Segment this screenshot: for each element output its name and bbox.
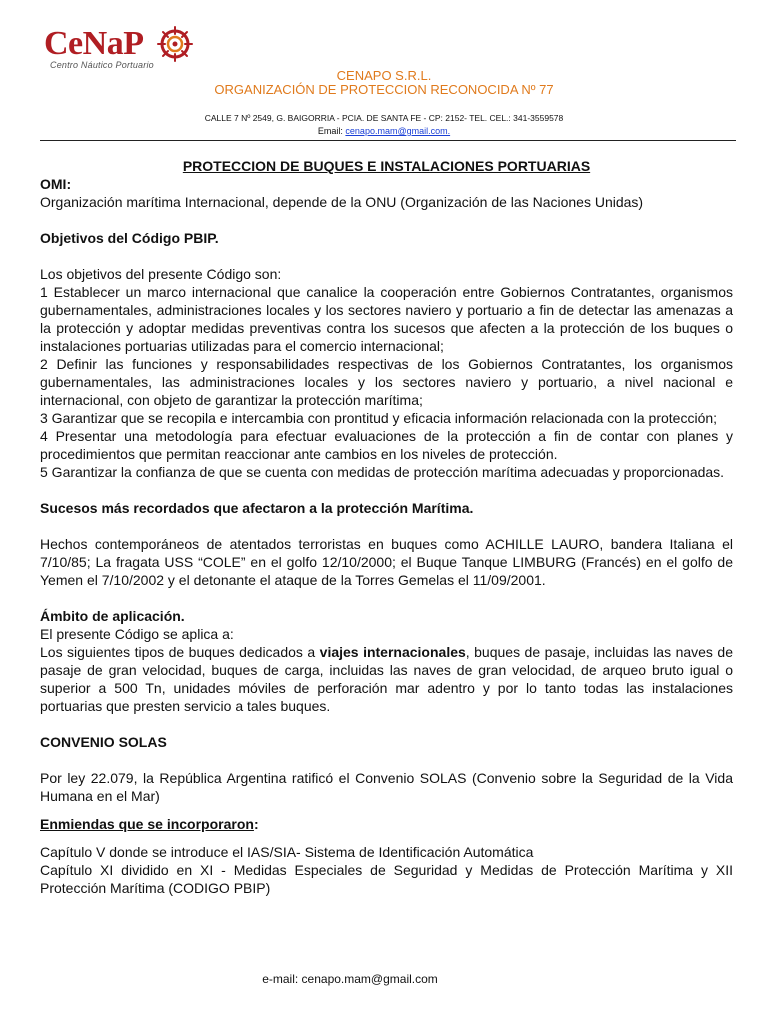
ship-wheel-icon xyxy=(157,26,193,62)
omi-text: Organización marítima Internacional, depende de la ONU (Organización de las Naciones Unidas) xyxy=(40,194,644,210)
ambito-emphasis: viajes internacionales xyxy=(319,644,466,660)
footer-email: e-mail: cenapo.mam@gmail.com xyxy=(262,972,438,986)
enmienda-item: Capítulo XI dividido en XI - Medidas Especiales de Seguridad y Medidas de Protección Marítima y XII Protección Marítima (CODIGO PBIP) xyxy=(40,862,733,896)
ambito-text: Los siguientes tipos de buques dedicados a viajes internacionales, buques de pasaje, incluidas las naves de pasaje de gran velocidad, buques de carga, incluidas las naves de gran velocidad, de arqueo bruto igual o superior a 500 Tn, unidades móviles de perforación mar adentro y por lo tanto todas las instalaciones portuarias que presten servicio a tales buques. xyxy=(40,644,733,714)
objetivos-heading: Objetivos del Código PBIP. xyxy=(40,230,219,246)
email-label: Email: xyxy=(317,126,343,136)
sucesos-heading: Sucesos más recordados que afectaron a la protección Marítima. xyxy=(40,500,474,516)
objetivo-item: 3 Garantizar que se recopila e intercambia con prontitud y eficacia información relacionada con la protección; xyxy=(40,410,718,426)
objetivo-item: 1 Establecer un marco internacional que canalice la cooperación entre Gobiernos Contratantes, organismos gubernamentales, administraciones locales y los sectores naviero y portuario a fin de detectar las amenazas a la protección y adoptar medidas preventivas contra los sucesos que afecten a la protección de los buques o instalaciones portuarias utilizadas para el comercio internacional; xyxy=(40,284,733,354)
solas-heading: CONVENIO SOLAS xyxy=(40,734,167,750)
document-title: PROTECCION DE BUQUES E INSTALACIONES PORTUARIAS xyxy=(182,158,591,174)
document-body xyxy=(40,157,733,897)
company-address: CALLE 7 Nº 2549, G. BAIGORRIA - PCIA. DE SANTA FE - CP: 2152- TEL. CEL.: 341-3559578 xyxy=(204,113,564,123)
logo-subtitle: Centro Náutico Portuario xyxy=(50,60,154,70)
enmienda-item: Capítulo V donde se introduce el IAS/SIA- Sistema de Identificación Automática xyxy=(40,844,534,860)
ambito-intro: El presente Código se aplica a: xyxy=(40,626,234,642)
objetivos-intro: Los objetivos del presente Código son: xyxy=(40,266,282,282)
omi-heading: OMI: xyxy=(40,176,72,192)
company-logo xyxy=(44,22,204,74)
email-link[interactable]: cenapo.mam@gmail.com. xyxy=(345,126,451,136)
objetivo-item: 4 Presentar una metodología para efectuar evaluaciones de la protección a fin de contar con planes y procedimientos que permitan reaccionar ante cambios en los niveles de protección. xyxy=(40,428,733,462)
logo-wordmark: CeNaP xyxy=(44,25,144,62)
header-email-line xyxy=(0,126,768,136)
company-name: CENAPO S.R.L. xyxy=(336,68,432,83)
enmiendas-heading: Enmiendas que se incorporaron: xyxy=(40,816,259,832)
objetivo-item: 5 Garantizar la confianza de que se cuenta con medidas de protección marítima adecuadas y proporcionadas. xyxy=(40,464,725,480)
solas-text: Por ley 22.079, la República Argentina ratificó el Convenio SOLAS (Convenio sobre la Seguridad de la Vida Humana en el Mar) xyxy=(40,770,733,804)
objetivo-item: 2 Definir las funciones y responsabilidades respectivas de los Gobiernos Contratantes, los organismos gubernamentales, las administraciones locales y los sectores naviero y portuario, a nivel nacional e internacional, con objeto de garantizar la protección marítima; xyxy=(40,356,733,408)
ambito-heading: Ámbito de aplicación. xyxy=(40,608,185,624)
organization-name: ORGANIZACIÓN DE PROTECCION RECONOCIDA Nº 77 xyxy=(214,82,554,97)
sucesos-text: Hechos contemporáneos de atentados terroristas en buques como ACHILLE LAURO, bandera Italiana el 7/10/85; La fragata USS “COLE” en el golfo 12/10/2000; el Buque Tanque LIMBURG (Francés) en el golfo de Yemen el 7/10/2002 y el detonante el ataque de la Torres Gemelas el 11/09/2001. xyxy=(40,536,733,588)
header-divider xyxy=(40,140,736,141)
